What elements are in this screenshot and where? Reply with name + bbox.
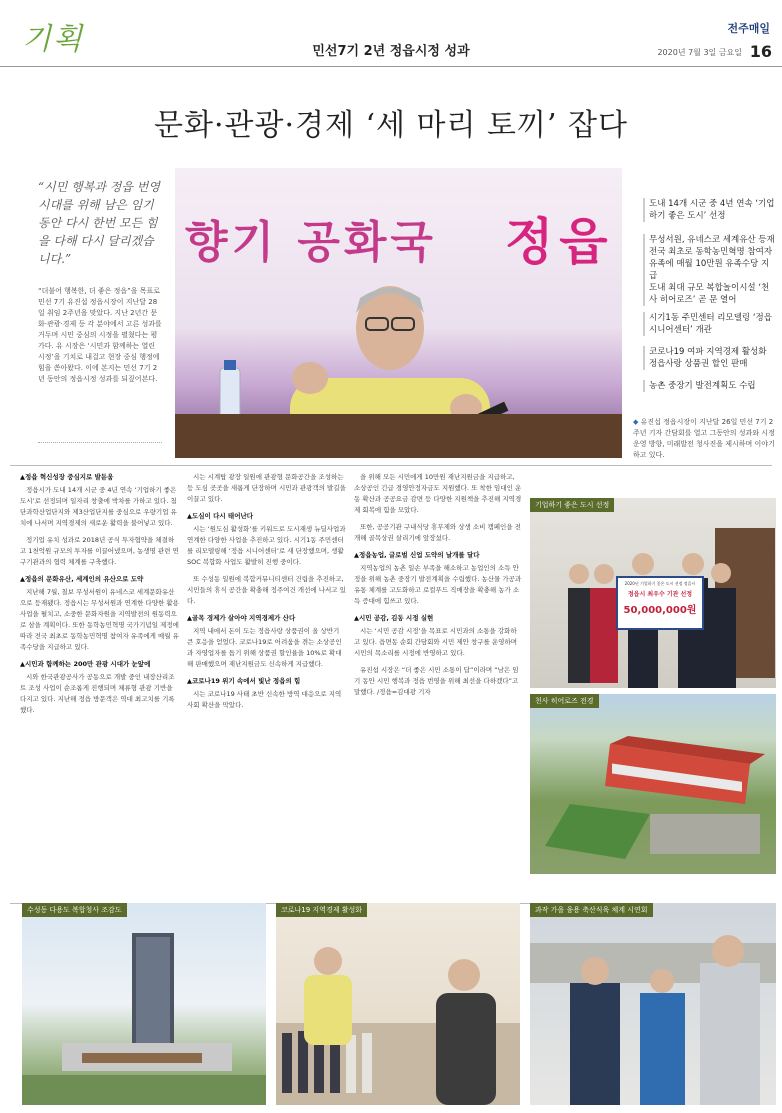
paragraph: 지난해 7월, 칠보 무성서원이 유네스코 세계문화유산으로 등재됐다. 정읍시는 무성서원과 연계한 다양한 활용사업을 펼치고, 소중한 문화자원을 지역발전의 원동력으로 삼을 계획이다. 또한 동학농민혁명 국가기념일 제정에 따라 전국 최초로 동학농민혁명 참여자 유족에게 매월 유족수당을 지급하고 있다.: [20, 588, 179, 651]
award-photo-tag: 기업하기 좋은 도시 선정: [530, 498, 614, 512]
subheading: ▲시민과 함께하는 200만 관광 시대가 눈앞에: [20, 660, 151, 668]
angels-photo-tag: 천사 히어로즈 전경: [530, 694, 599, 708]
tower-rendering-photo: [22, 903, 266, 1105]
article-column-3: [354, 472, 522, 900]
highlight-5: 코로나19 여파 지역경제 활성화 정읍사랑 상품권 할인 판매: [643, 346, 775, 370]
award-board-amount: 50,000,000원: [623, 605, 697, 616]
section-rule: [10, 465, 772, 466]
tower-rendering: [22, 903, 266, 1105]
subheading: ▲골목 경제가 살아야 지역경제가 산다: [187, 614, 296, 622]
building-aerial: [530, 694, 776, 874]
market-photo-tag: 과작 가을 융용 축산식육 체계 시연회: [530, 903, 653, 917]
paragraph: 또 수성동 일원에 복합커뮤니티센터 건립을 추진하고, 시민들의 휴식 공간을 확충해 정주여건 개선에 나서고 있다.: [187, 575, 346, 605]
main-photo-caption: ◆ 유진섭 정읍시장이 지난달 26일 민선 7기 2주년 기자 간담회를 열고 그동안의 성과와 시정 운영 방향, 미래발전 청사진을 제시하며 이야기하고 있다.: [633, 418, 775, 459]
market-demo-photo: [530, 903, 776, 1105]
intro-divider: [38, 442, 162, 443]
shopping-scene: [276, 903, 520, 1105]
issue-date: 2020년 7월 3일 금요일: [657, 48, 742, 57]
award-board-line1: 2020년 기업하기 좋은 도시 선정 정읍시: [624, 581, 696, 586]
page-number: 16: [749, 42, 772, 61]
tower-photo-tag: 수성동 다용도 복합청사 조감도: [22, 903, 127, 917]
corona-economy-photo: [276, 903, 520, 1105]
award-board-line2: 정읍시 최우수 기관 선정: [627, 591, 693, 598]
highlight-2: 무성서원, 유네스코 세계유산 등재 전국 최초로 동학농민혁명 참여자 유족에 매월 10만원 유족수당 지급: [643, 234, 775, 282]
paragraph: 정기업 유치 성과로 2018년 공식 투자협약을 체결하고 1천억원 규모의 투자를 이끌어냈으며, 농생명 관련 연구기관과의 협력 체계를 구축했다.: [20, 536, 179, 566]
award-photo: [530, 498, 776, 688]
paragraph: 을 위해 모든 시민에게 10만원 재난지원금을 지급하고, 소상공인 긴급 경영안정자금도 지원했다. 또 착한 임대인 운동 확산과 공공요금 감면 등 다양한 지원책을 추진해 지역경제 회복에 힘을 모았다.: [354, 473, 522, 514]
paragraph: 정읍시가 도내 14개 시군 중 4년 연속 ‘기업하기 좋은 도시’로 선정되며 일자리 창출에 박차를 가하고 있다. 첨단과학산업단지와 제3산업단지를 중심으로 우량기업 유치에 나서며 지역경제의 새로운 활력을 불어넣고 있다.: [20, 486, 177, 527]
intro-text: “더불어 행복한, 더 좋은 정읍”을 목표로 민선 7기 유진섭 정읍시장이 지난달 28일 취임 2주년을 맞았다. 지난 2년간 문화·관광·경제 등 각 분야에서 고른 성과를 거두며 시민 중심의 시정을 펼쳤다는 평가다. 유 시장은 ‘시민과 함께하는 열린 시정’을 기치로 내걸고 현장 중심 행정에 힘을 쏟아왔다. 이에 본지는 민선 7기 2년 동안의 정읍시정 성과를 되짚어본다.: [38, 287, 162, 383]
paragraph: 시는 ‘원도심 활성화’를 키워드로 도시재생 뉴딜사업과 연계한 다양한 사업을 추진하고 있다. 시기1동 주민센터를 리모델링해 ‘정읍 시니어센터’로 새 단장했으며, 생활SOC 복합화 사업도 활발히 진행 중이다.: [187, 525, 346, 566]
highlight-6: 농촌 중장기 발전계획도 수립: [643, 380, 775, 392]
banner-text-left: 향기 공화국: [185, 217, 437, 268]
header-rule: [0, 66, 782, 67]
newspaper-name: 전주매일: [727, 22, 770, 35]
subheading: ▲정읍 혁신성장 중심지로 발돋움: [20, 473, 114, 481]
caption-arrow-icon: ◆: [633, 418, 641, 426]
demo-people: [530, 903, 776, 1105]
angels-heroes-photo: [530, 694, 776, 874]
subheading: ▲정읍의 문화유산, 세계인의 유산으로 도약: [20, 575, 144, 583]
article-column-2: [187, 472, 347, 900]
section-title: 민선7기 2년 정읍시정 성과: [312, 44, 470, 59]
paragraph: 유진섭 시장은 “더 좋은 시민 소통이 답”이라며 “남은 임기 동안 시민 행복과 정읍 번영을 위해 최선을 다하겠다”고 말했다. /정읍=김대광 기자: [354, 666, 519, 696]
section-logo: 기획: [22, 22, 84, 57]
corona-photo-tag: 코로나19 지역경제 활성화: [276, 903, 367, 917]
page-header: [0, 0, 782, 80]
article-column-1: [20, 472, 180, 900]
subheading: ▲정읍농업, 글로벌 신업 도약의 날개를 달다: [354, 551, 480, 559]
banner-text-right: 정읍: [505, 213, 614, 271]
main-photo: [175, 168, 622, 458]
paragraph: 지역농업의 농촌 일손 부족을 해소하고 농업인의 소득 안정을 위해 농촌 중장기 발전계획을 수립했다. 농산물 가공과 유통 체계를 고도화하고 로컬푸드 직매장을 확충해 농가 소득 증대에 힘쓰고 있다.: [354, 564, 522, 605]
headline: 문화·관광·경제 ‘세 마리 토끼’ 잡다: [153, 108, 629, 143]
desk: [175, 414, 622, 458]
highlight-3: 도내 최대 규모 복합놀이시설 ‘천사 히어로즈’ 곧 문 열어: [643, 282, 775, 306]
subheading: ▲도심이 다시 태어난다: [187, 512, 254, 520]
subheading: ▲시민 공감, 김동 시정 실현: [354, 614, 434, 622]
paragraph: 시는 코로나19 사태 초반 신속한 방역 대응으로 지역사회 확산을 막았다.: [187, 690, 342, 709]
highlight-1: 도내 14개 시군 중 4년 연속 ‘기업하기 좋은 도시’ 선정: [643, 198, 775, 222]
paragraph: 시는 시계탑 광장 일원에 관광형 문화공간을 조성하는 등 도심 곳곳을 새롭게 단장하며 시민과 관광객의 발길을 이끌고 있다.: [187, 473, 346, 503]
paragraph: 지역 내에서 돈이 도는 정읍사랑 상품권이 올 상반기 큰 호응을 얻었다. 코로나19로 어려움을 겪는 소상공인과 자영업자를 돕기 위해 상품권 할인율을 10%로 확대해 판매했으며 재난지원금도 신속하게 지급했다.: [187, 627, 342, 668]
paragraph: 시와 한국관광공사가 공동으로 개발 중인 내장산리조트 조성 사업이 순조롭게 진행되며 체류형 관광 기반을 다지고 있다. 지난해 정읍 방문객은 역대 최고치를 기록했다.: [20, 673, 175, 714]
highlight-4: 시기1동 주민센터 리모델링 ‘정읍 시니어센터’ 개관: [643, 312, 775, 336]
paragraph: 시는 ‘시민 공감 시정’을 목표로 시민과의 소통을 강화하고 있다. 읍면동 순회 간담회와 시민 제안 창구를 운영하며 시민의 목소리를 시정에 반영하고 있다.: [354, 627, 518, 657]
pull-quote: “시민 행복과 정읍 번영시대를 위해 남은 임기 동안 다시 한번 모든 힘을 다해 다시 달리겠습니다.”: [38, 180, 160, 266]
award-board: [616, 576, 704, 630]
paragraph: 또한, 공공기관 구내식당 휴무제와 상생 소비 캠페인을 전개해 골목상권 살리기에 앞장섰다.: [354, 523, 521, 542]
subheading: ▲코로나19 위기 속에서 빛난 정읍의 힘: [187, 677, 301, 685]
